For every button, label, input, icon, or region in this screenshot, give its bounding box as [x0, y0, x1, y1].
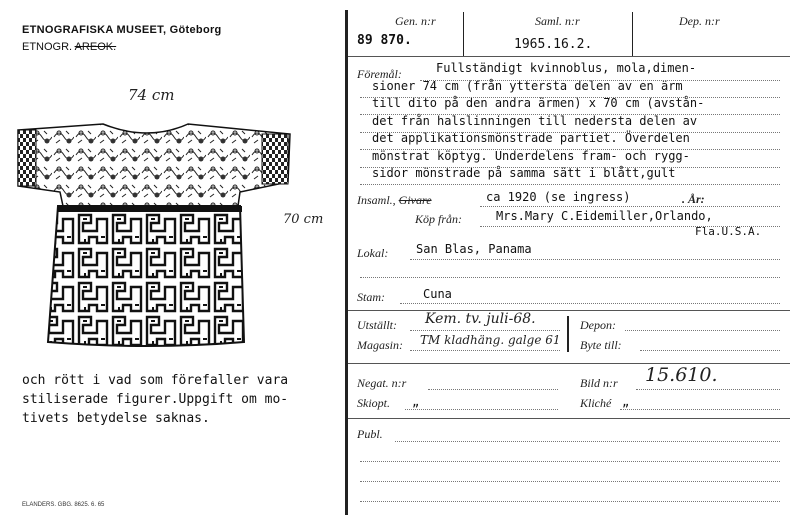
foremal-line: mönstrat köptyg. Underdelens fram- och rygg-	[372, 148, 690, 163]
stam-label: Stam:	[357, 290, 385, 304]
sketch-notes	[22, 371, 288, 428]
dept-struck: AREOK.	[74, 41, 117, 53]
kop-value-2: Fla.U.S.A.	[695, 225, 762, 238]
saml-label: Saml. n:r	[535, 14, 580, 28]
publ-label: Publ.	[357, 427, 383, 441]
skiopt-value: „	[412, 395, 420, 409]
museum-name: ETNOGRAFISKA MUSEET, Göteborg	[22, 24, 222, 36]
skiopt-label: Skiopt.	[357, 396, 390, 410]
ar-label: . År:	[682, 192, 705, 206]
notes-line: tivets betydelse saknas.	[22, 411, 210, 426]
foremal-text	[372, 60, 704, 183]
foremal-line: Fullständigt kvinnoblus, mola,dimen-	[436, 61, 697, 75]
insaml-value: ca 1920 (se ingress)	[486, 190, 631, 204]
lokal-label: Lokal:	[357, 246, 389, 260]
gen-label: Gen. n:r	[395, 14, 436, 28]
bild-value: 15.610.	[645, 364, 718, 386]
dep-label: Dep. n:r	[679, 14, 720, 28]
depon-label: Depon:	[580, 318, 616, 332]
magasin-label: Magasin:	[357, 338, 403, 352]
foremal-line: sioner 74 cm (från yttersta delen av en ärm	[372, 78, 683, 93]
foremal-line: sidor mönstrade på samma sätt i blått,gult	[372, 166, 676, 180]
insaml-label: Insaml., Givare	[357, 193, 432, 207]
byte-label: Byte till:	[580, 338, 622, 352]
foremal-line: det applikationsmönstrade partiet. Överdelen	[372, 131, 690, 145]
col-divider	[463, 12, 464, 56]
row-divider	[348, 363, 790, 364]
kop-label: Köp från:	[415, 212, 463, 226]
card-left-border	[345, 10, 348, 515]
stam-value: Cuna	[423, 287, 452, 301]
dept-prefix: ETNOGR.	[22, 41, 73, 53]
notes-line: och rött i vad som förefaller vara	[22, 373, 289, 388]
magasin-value: TM kladhäng. galge 61	[420, 333, 561, 347]
gen-value: 89 870.	[357, 33, 412, 48]
insaml-struck: Givare	[398, 193, 432, 207]
kop-value: Mrs.Mary C.Eidemiller,Orlando,	[496, 209, 713, 223]
kliche-value: „	[622, 395, 630, 409]
col-divider	[567, 316, 569, 352]
department-line	[22, 41, 116, 53]
utstallt-label: Utställt:	[357, 318, 398, 332]
width-label: 74 cm	[128, 86, 175, 104]
negat-label: Negat. n:r	[357, 376, 407, 390]
utstallt-value: Kem. tv. juli-68.	[425, 311, 536, 327]
notes-line: stiliserade figurer.Uppgift om mo-	[22, 392, 289, 407]
printer-mark: ELANDERS. GBG. 8625. 6. 65	[22, 502, 105, 508]
row-divider	[348, 310, 790, 311]
row-divider	[348, 56, 790, 57]
col-divider	[632, 12, 633, 56]
kliche-label: Kliché	[580, 396, 612, 410]
saml-value: 1965.16.2.	[514, 37, 593, 52]
height-label: 70 cm	[283, 212, 324, 227]
foremal-line: till dito på den andra ärmen) x 70 cm (avstån-	[372, 96, 705, 110]
row-divider	[348, 418, 790, 419]
foremal-label: Föremål:	[357, 67, 402, 81]
lokal-value: San Blas, Panama	[416, 242, 532, 256]
foremal-line: det från halslinningen till nedersta delen av	[372, 113, 698, 128]
blouse-sketch	[8, 110, 298, 350]
bild-label: Bild n:r	[580, 376, 618, 390]
